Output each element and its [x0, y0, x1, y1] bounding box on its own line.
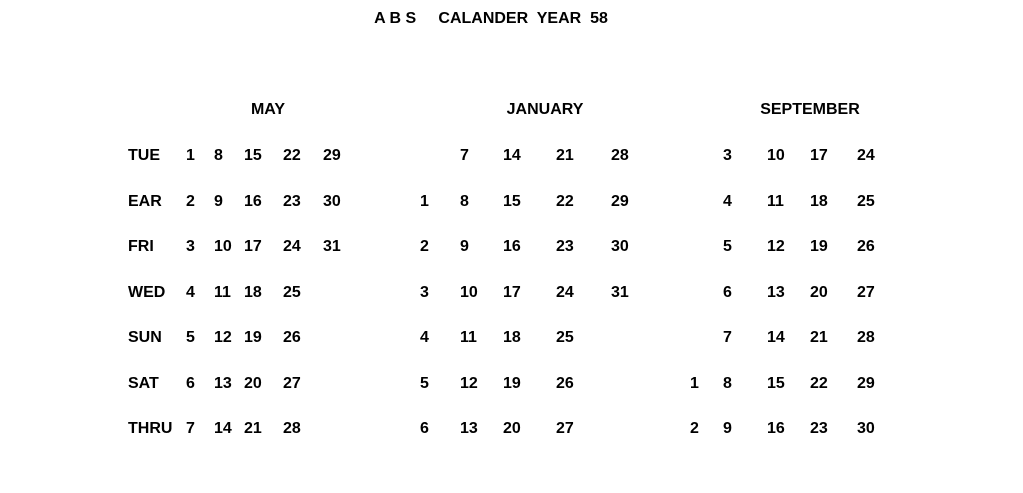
date-cell: 5 — [186, 329, 195, 346]
date-cell: 26 — [857, 238, 875, 255]
date-cell: 8 — [723, 375, 732, 392]
day-label: THRU — [128, 420, 173, 437]
date-cell: 20 — [503, 420, 521, 437]
date-cell: 27 — [283, 375, 301, 392]
day-label: FRI — [128, 238, 154, 255]
date-cell: 23 — [283, 193, 301, 210]
date-cell: 2 — [186, 193, 195, 210]
date-cell: 14 — [767, 329, 785, 346]
date-cell: 25 — [857, 193, 875, 210]
month-header-january: JANUARY — [506, 101, 584, 118]
date-cell: 4 — [186, 284, 195, 301]
date-cell: 28 — [611, 147, 629, 164]
date-cell: 9 — [460, 238, 469, 255]
date-cell: 6 — [420, 420, 429, 437]
date-cell: 30 — [323, 193, 341, 210]
date-cell: 13 — [460, 420, 478, 437]
date-cell: 18 — [244, 284, 262, 301]
date-cell: 17 — [244, 238, 262, 255]
date-cell: 7 — [460, 147, 469, 164]
month-header-september: SEPTEMBER — [760, 101, 860, 118]
date-cell: 30 — [611, 238, 629, 255]
date-cell: 11 — [214, 284, 231, 301]
date-cell: 25 — [556, 329, 574, 346]
date-cell: 15 — [244, 147, 262, 164]
date-cell: 3 — [186, 238, 195, 255]
date-cell: 10 — [460, 284, 478, 301]
date-cell: 20 — [810, 284, 828, 301]
date-cell: 9 — [723, 420, 732, 437]
date-cell: 19 — [244, 329, 262, 346]
date-cell: 24 — [857, 147, 875, 164]
page-title: A B S CALANDER YEAR 58 — [374, 10, 608, 27]
date-cell: 4 — [723, 193, 732, 210]
date-cell: 24 — [556, 284, 574, 301]
date-cell: 16 — [767, 420, 785, 437]
date-cell: 30 — [857, 420, 875, 437]
date-cell: 8 — [214, 147, 223, 164]
date-cell: 23 — [556, 238, 574, 255]
date-cell: 2 — [420, 238, 429, 255]
date-cell: 22 — [283, 147, 301, 164]
date-cell: 21 — [244, 420, 262, 437]
date-cell: 17 — [503, 284, 521, 301]
date-cell: 21 — [556, 147, 574, 164]
day-label: TUE — [128, 147, 160, 164]
date-cell: 15 — [503, 193, 521, 210]
date-cell: 7 — [186, 420, 195, 437]
day-label: SAT — [128, 375, 159, 392]
date-cell: 5 — [723, 238, 732, 255]
date-cell: 3 — [723, 147, 732, 164]
date-cell: 28 — [857, 329, 875, 346]
day-label: SUN — [128, 329, 162, 346]
date-cell: 29 — [857, 375, 875, 392]
date-cell: 26 — [556, 375, 574, 392]
date-cell: 21 — [810, 329, 828, 346]
date-cell: 12 — [767, 238, 785, 255]
date-cell: 7 — [723, 329, 732, 346]
date-cell: 16 — [503, 238, 521, 255]
date-cell: 15 — [767, 375, 785, 392]
date-cell: 31 — [323, 238, 341, 255]
date-cell: 26 — [283, 329, 301, 346]
date-cell: 2 — [690, 420, 699, 437]
date-cell: 27 — [857, 284, 875, 301]
date-cell: 18 — [503, 329, 521, 346]
date-cell: 8 — [460, 193, 469, 210]
date-cell: 17 — [810, 147, 828, 164]
date-cell: 29 — [611, 193, 629, 210]
date-cell: 3 — [420, 284, 429, 301]
date-cell: 31 — [611, 284, 629, 301]
date-cell: 12 — [460, 375, 478, 392]
date-cell: 5 — [420, 375, 429, 392]
date-cell: 1 — [690, 375, 699, 392]
date-cell: 19 — [503, 375, 521, 392]
day-label: EAR — [128, 193, 162, 210]
date-cell: 4 — [420, 329, 429, 346]
date-cell: 28 — [283, 420, 301, 437]
date-cell: 6 — [186, 375, 195, 392]
date-cell: 22 — [810, 375, 828, 392]
date-cell: 27 — [556, 420, 574, 437]
date-cell: 24 — [283, 238, 301, 255]
date-cell: 13 — [767, 284, 785, 301]
date-cell: 23 — [810, 420, 828, 437]
date-cell: 10 — [767, 147, 785, 164]
date-cell: 29 — [323, 147, 341, 164]
day-label: WED — [128, 284, 166, 301]
date-cell: 6 — [723, 284, 732, 301]
date-cell: 12 — [214, 329, 232, 346]
date-cell: 22 — [556, 193, 574, 210]
date-cell: 19 — [810, 238, 828, 255]
date-cell: 1 — [186, 147, 195, 164]
date-cell: 1 — [420, 193, 429, 210]
date-cell: 18 — [810, 193, 828, 210]
month-header-may: MAY — [250, 101, 286, 118]
date-cell: 10 — [214, 238, 232, 255]
date-cell: 16 — [244, 193, 262, 210]
date-cell: 9 — [214, 193, 223, 210]
date-cell: 11 — [767, 193, 784, 210]
date-cell: 14 — [214, 420, 232, 437]
date-cell: 14 — [503, 147, 521, 164]
date-cell: 25 — [283, 284, 301, 301]
date-cell: 13 — [214, 375, 232, 392]
date-cell: 11 — [460, 329, 477, 346]
date-cell: 20 — [244, 375, 262, 392]
